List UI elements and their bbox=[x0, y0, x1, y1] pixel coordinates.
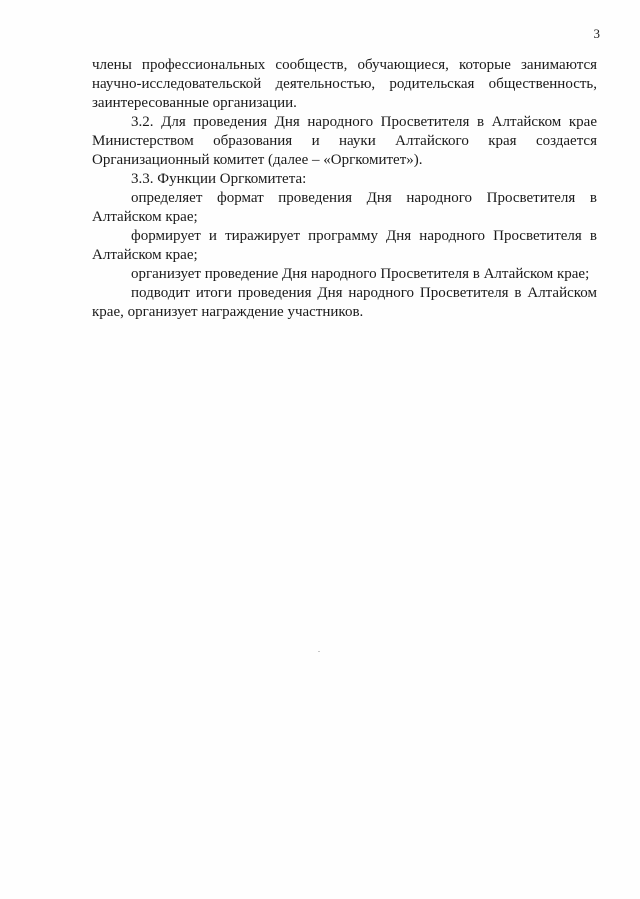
scan-speck bbox=[318, 651, 320, 652]
paragraph-3-3: 3.3. Функции Оргкомитета: bbox=[131, 171, 307, 187]
page-number: 3 bbox=[593, 26, 600, 41]
paragraph-function-results: подводит итоги проведения Дня народного Просветителя в Алтайском крае, организует награждение участников. bbox=[92, 285, 597, 320]
document-body bbox=[92, 56, 597, 322]
paragraph-function-organize: организует проведение Дня народного Просветителя в Алтайском крае; bbox=[131, 266, 590, 282]
paragraph-function-format: определяет формат проведения Дня народного Просветителя в Алтайском крае; bbox=[92, 190, 597, 225]
paragraph-function-program: формирует и тиражирует программу Дня народного Просветителя в Алтайском крае; bbox=[92, 228, 597, 263]
paragraph-members: члены профессиональных сообществ, обучающиеся, которые занимаются научно-исследовательской деятельностью, родительская общественность, заинтересованные организации. bbox=[92, 57, 597, 111]
paragraph-3-2: 3.2. Для проведения Дня народного Просветителя в Алтайском крае Министерством образования и науки Алтайского края создается Организационный комитет (далее – «Оргкомитет»). bbox=[92, 114, 597, 168]
